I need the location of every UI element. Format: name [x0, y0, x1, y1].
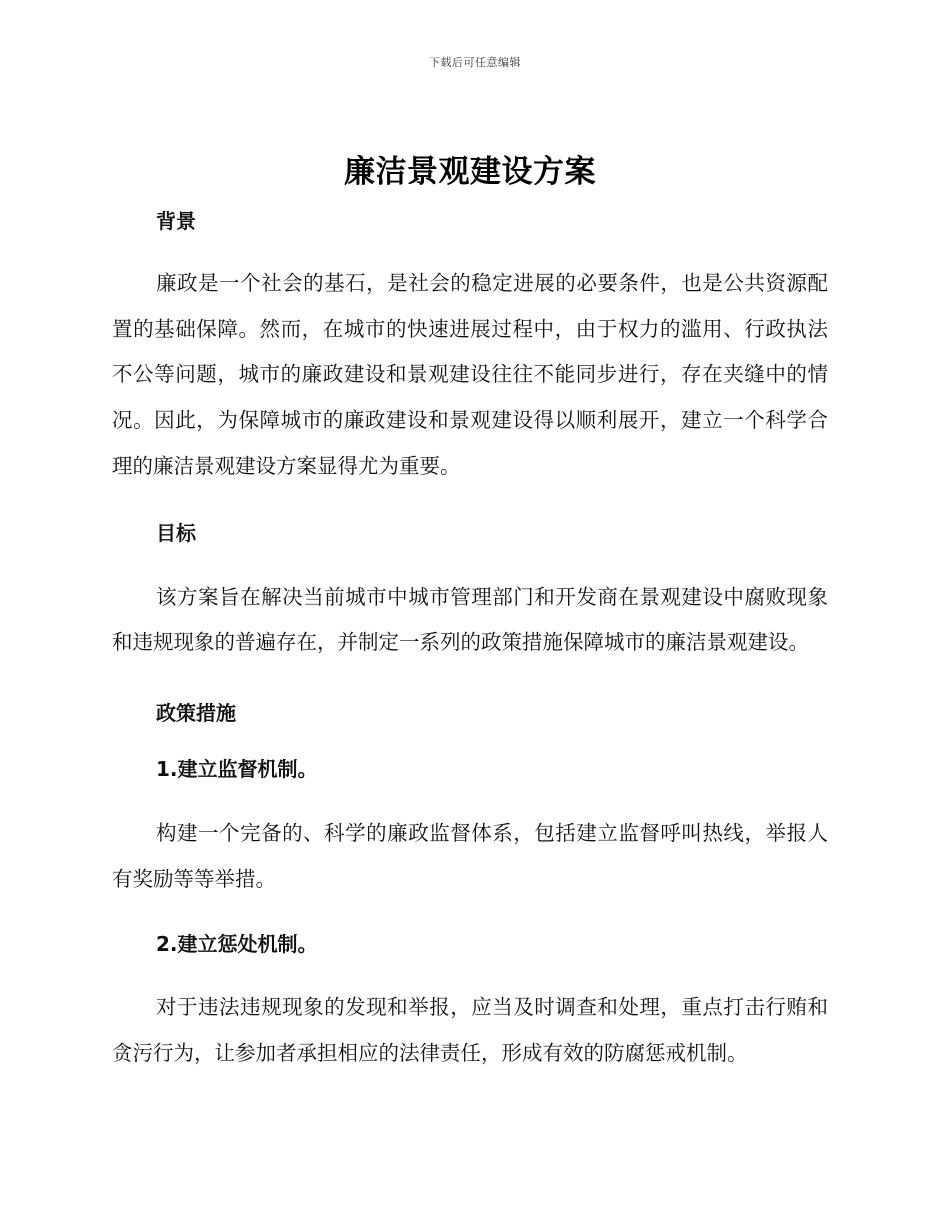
policy-item-paragraph-supervision: 构建一个完备的、科学的廉政监督体系，包括建立监督呼叫热线，举报人有奖励等等举措。	[112, 820, 828, 891]
section-heading-goal: 目标	[156, 520, 196, 545]
document-title: 廉洁景观建设方案	[344, 154, 596, 190]
policy-item-paragraph-punishment: 对于违法违规现象的发现和举报，应当及时调查和处理，重点打击行贿和贪污行为，让参加者承担相应的法律责任，形成有效的防腐惩戒机制。	[112, 995, 828, 1066]
section-paragraph-goal: 该方案旨在解决当前城市中城市管理部门和开发商在景观建设中腐败现象和违规现象的普遍存在，并制定一系列的政策措施保障城市的廉洁景观建设。	[112, 584, 828, 655]
section-heading-policy: 政策措施	[156, 700, 236, 725]
policy-item-heading-supervision: 1.建立监督机制。	[156, 756, 318, 781]
page-header-note: 下载后可任意编辑	[429, 56, 521, 69]
section-heading-background: 背景	[156, 209, 196, 233]
document-body	[112, 148, 828, 1077]
policy-item-heading-punishment: 2.建立惩处机制。	[156, 932, 318, 957]
section-paragraph-background: 廉政是一个社会的基石，是社会的稳定进展的必要条件，也是公共资源配置的基础保障。然而，在城市的快速进展过程中，由于权力的滥用、行政执法不公等问题，城市的廉政建设和景观建设往往不能同步进行，存在夹缝中的情况。因此，为保障城市的廉政建设和景观建设得以顺利展开，建立一个科学合理的廉洁景观建设方案显得尤为重要。	[112, 271, 828, 478]
